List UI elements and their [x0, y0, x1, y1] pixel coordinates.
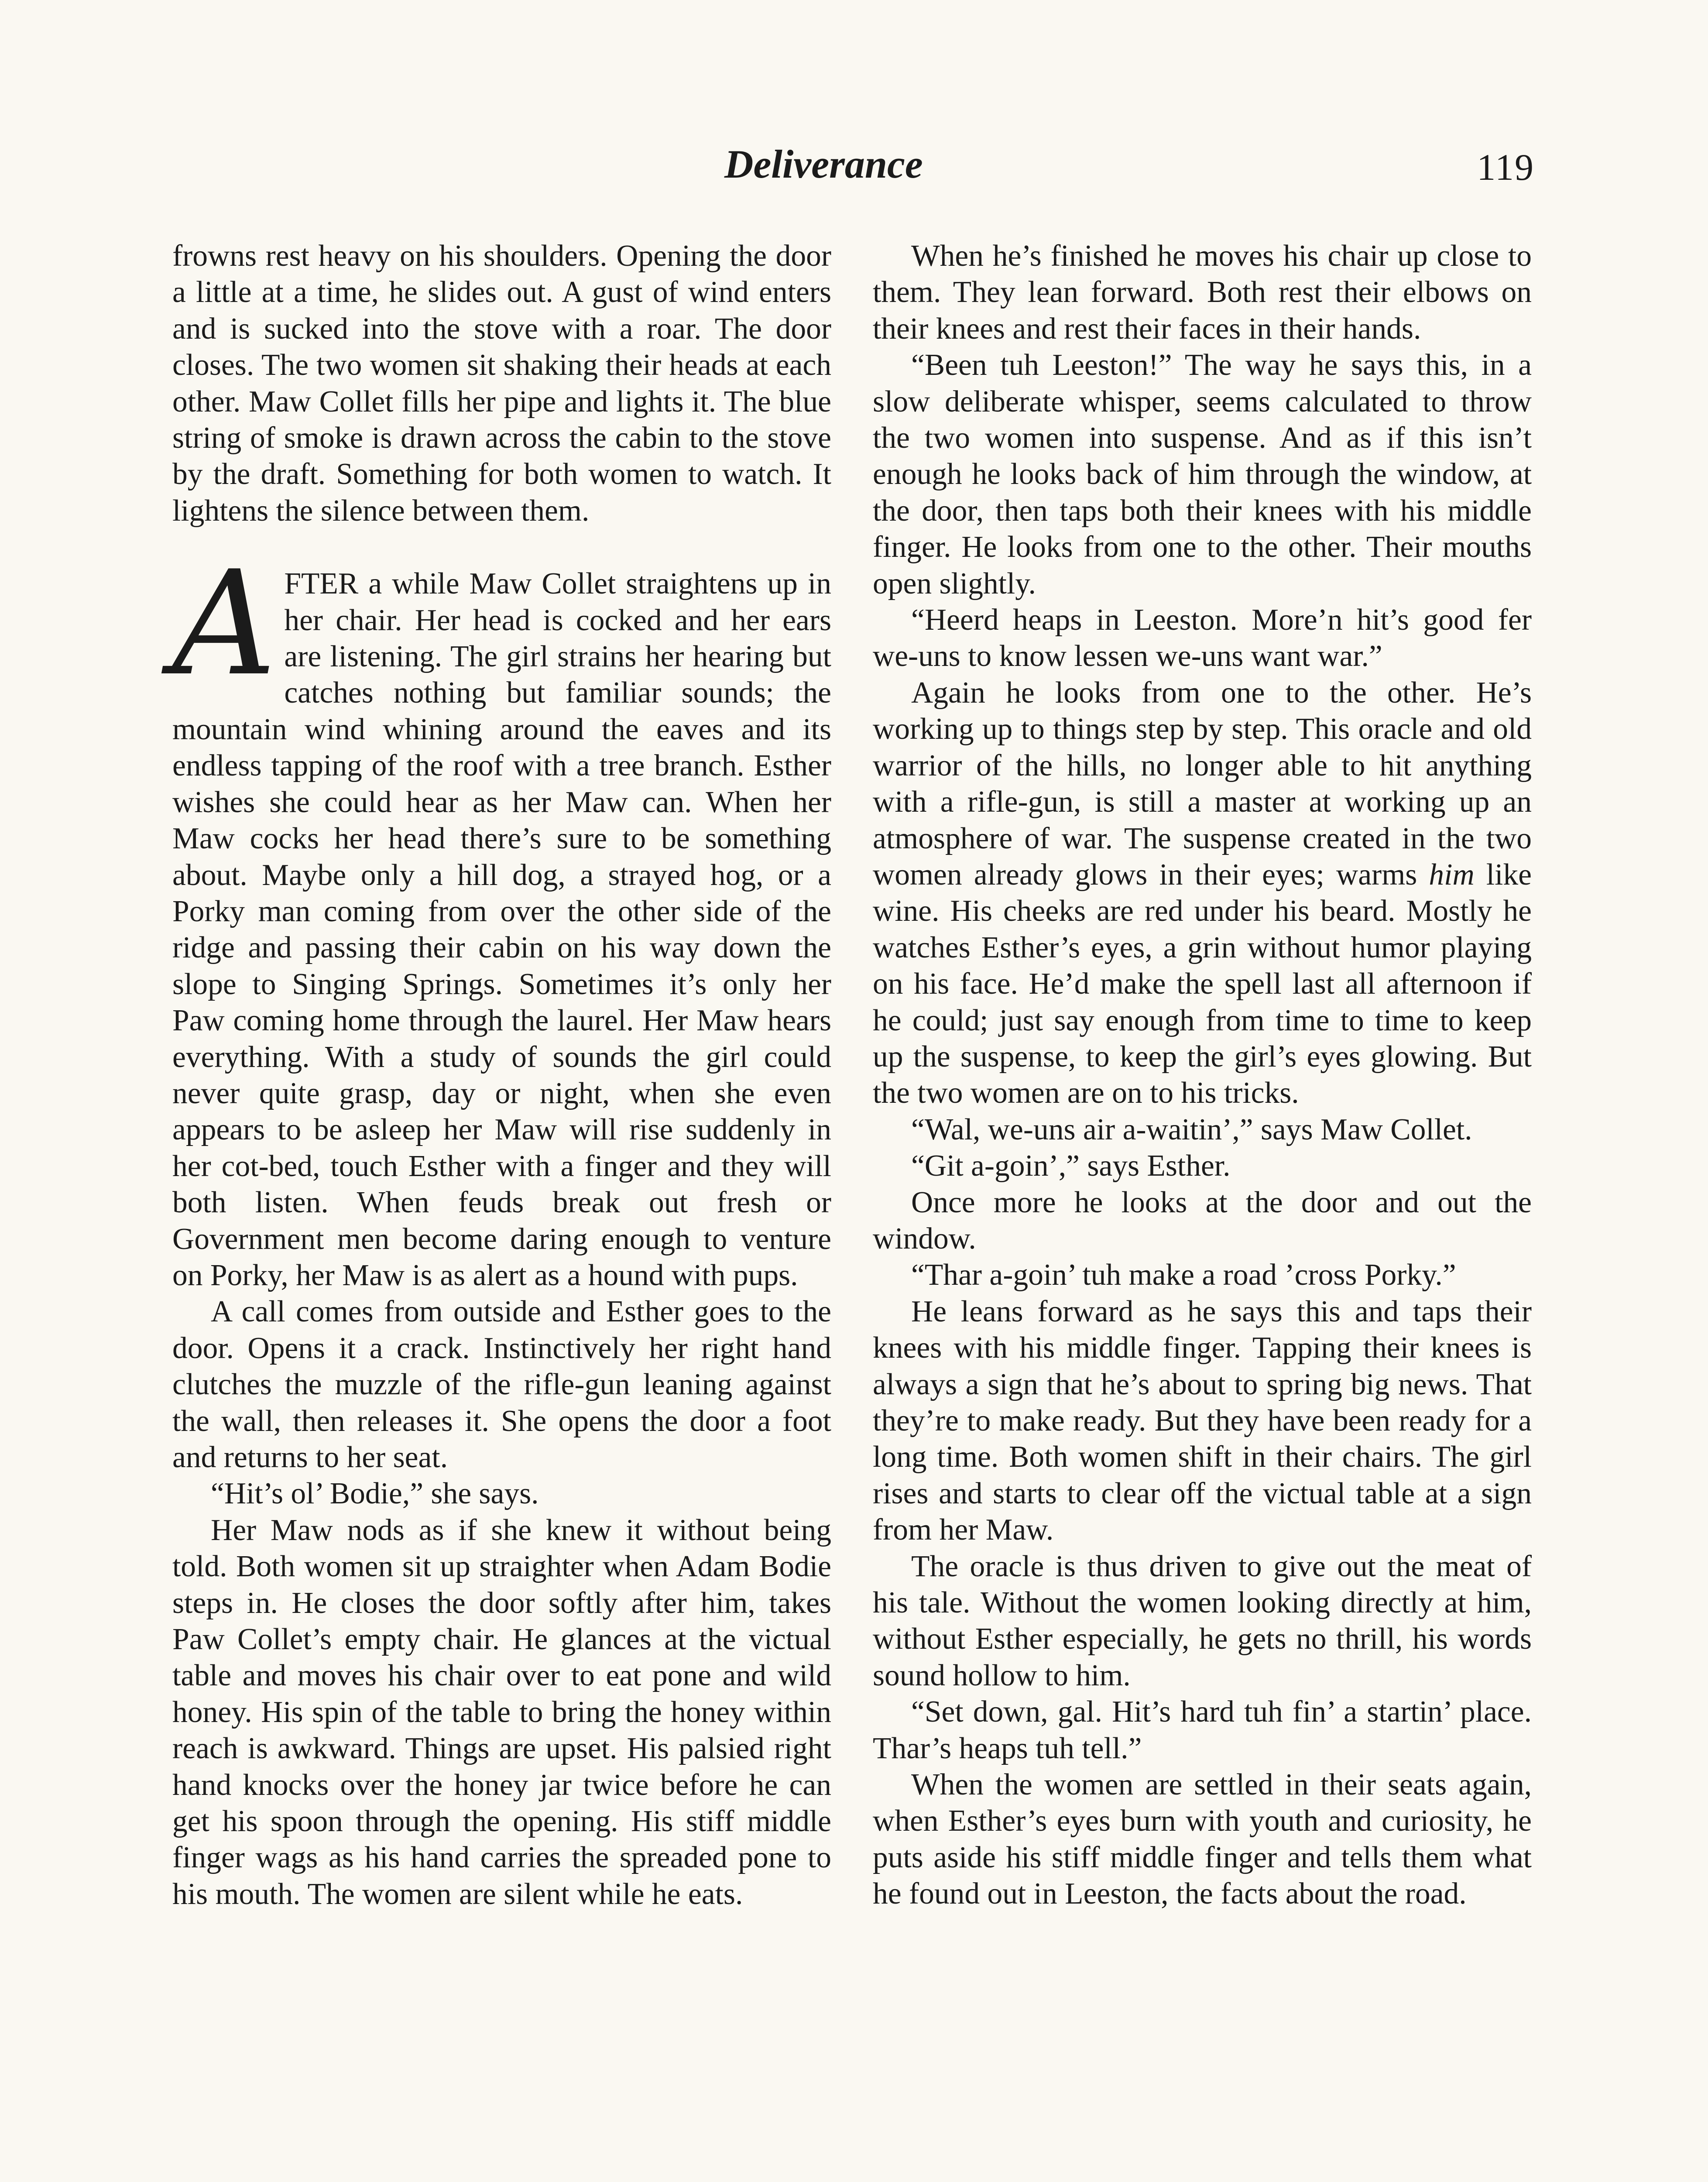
paragraph-text: Again he looks from one to the other. He’s working up to things step by step. This oracle and old warrior of the hills, no longer able to hit anything with a rifle-gun, is still a master at working up an atmosphere of war. The suspense created in the two women already glows in their eyes; warms: [873, 676, 1532, 892]
dropcap-paragraph: [172, 540, 831, 1293]
page-number: 119: [1477, 146, 1534, 188]
paragraph: “Git a-goin’,” says Esther.: [911, 1149, 1231, 1183]
paragraph: He leans forward as he says this and taps their knees with his middle finger. Tapping their knees is always a sign that he’s about to spring big news. That they’re to make ready. But they have been ready for a long time. Both women shift in their chairs. The girl rises and starts to clear off the victual table at a sign from her Maw.: [873, 1294, 1532, 1547]
paragraph: Her Maw nods as if she knew it without being told. Both women sit up straighter when Adam Bodie steps in. He closes the door softly after him, takes Paw Collet’s empty chair. He glances at the victual table and moves his chair over to eat pone and wild honey. His spin of the table to bring the honey within reach is awkward. Things are upset. His palsied right hand knocks over the honey jar twice before he can get his spoon through the opening. His stiff middle finger wags as his hand carries the spreaded pone to his mouth. The women are silent while he eats.: [172, 1513, 831, 1911]
paragraph: “Thar a-goin’ tuh make a road ’cross Porky.”: [911, 1258, 1456, 1292]
paragraph-text: a while Maw Collet straightens up in her chair. Her head is cocked and her ears are listening. The girl strains her hearing but catches nothing but familiar sounds; the mountain wind whining around the eaves and its endless tapping of the roof with a tree branch. Esther wishes she could hear as her Maw can. When her Maw cocks her head there’s sure to be something about. Maybe only a hill dog, a strayed hog, or a Porky man coming from over the other side of the ridge and passing their cabin on his way down the slope to Singing Springs. Sometimes it’s only her Paw coming home through the laurel. Her Maw hears everything. With a study of sounds the girl could never quite grasp, day or night, when she even appears to be asleep her Maw will rise suddenly in her cot-bed, touch Esther with a finger and they will both listen. When feuds break out fresh or Government men become daring enough to venture on Porky, her Maw is as alert as a hound with pups.: [172, 567, 831, 1292]
paragraph: When he’s finished he moves his chair up close to them. They lean forward. Both rest their elbows on their knees and rest their faces in their hands.: [873, 239, 1532, 346]
paragraph: “Wal, we-uns air a-waitin’,” says Maw Collet.: [911, 1112, 1472, 1146]
paragraph: “Been tuh Leeston!” The way he says this, in a slow deliberate whisper, seems calculated to throw the two women into suspense. And as if this isn’t enough he looks back of him through the window, at the door, then taps both their knees with his middle finger. He looks from one to the other. Their mouths open slightly.: [873, 348, 1532, 600]
paragraph: The oracle is thus driven to give out the meat of his tale. Without the women looking directly at him, without Esther especially, he gets no thrill, his words sound hollow to him.: [873, 1549, 1532, 1692]
paragraph: [873, 675, 1532, 1112]
small-caps-word: FTER: [284, 567, 359, 601]
emphasis-word: him: [1429, 858, 1475, 892]
paragraph-text: like wine. His cheeks are red under his beard. Mostly he watches Esther’s eyes, a grin without humor playing on his face. He’d make the spell last all afternoon if he could; just say enough from time to time to keep up the suspense, to keep the girl’s eyes glowing. But the two women are on to his tricks.: [873, 858, 1532, 1110]
paragraph: “Hit’s ol’ Bodie,” she says.: [211, 1477, 539, 1511]
paragraph: A call comes from outside and Esther goes to the door. Opens it a crack. Instinctively her right hand clutches the muzzle of the rifle-gun leaning against the wall, then releases it. She opens the door a foot and returns to her seat.: [172, 1295, 831, 1474]
paragraph: Once more he looks at the door and out the window.: [873, 1185, 1532, 1256]
drop-cap-letter: A: [172, 540, 277, 708]
right-column: [873, 238, 1532, 1912]
paragraph: “Set down, gal. Hit’s hard tuh fin’ a startin’ place. Thar’s heaps tuh tell.”: [873, 1695, 1532, 1765]
paragraph: frowns rest heavy on his shoulders. Opening the door a little at a time, he slides out. A gust of wind enters and is sucked into the stove with a roar. The door closes. The two women sit shaking their heads at each other. Maw Collet fills her pipe and lights it. The blue string of smoke is drawn across the cabin to the stove by the draft. Something for both women to watch. It lightens the silence between them.: [172, 239, 831, 528]
running-title: Deliverance: [724, 142, 923, 186]
paragraph: “Heerd heaps in Leeston. More’n hit’s good fer we-uns to know lessen we-uns want war.”: [873, 603, 1532, 673]
paragraph: When the women are settled in their seats again, when Esther’s eyes burn with youth and curiosity, he puts aside his stiff middle finger and tells them what he found out in Leeston, the facts about the road.: [873, 1768, 1532, 1911]
left-column: [172, 238, 831, 1912]
